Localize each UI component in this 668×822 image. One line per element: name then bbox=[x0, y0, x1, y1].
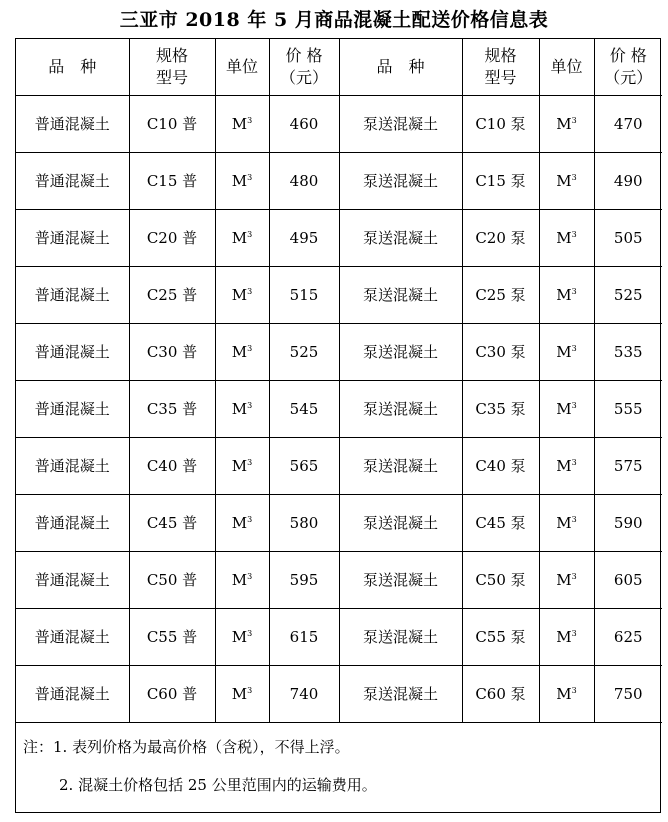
unit-base: M bbox=[231, 229, 248, 247]
cell-right-price: 625 bbox=[594, 609, 662, 666]
unit-base: M bbox=[231, 115, 248, 133]
header-variety-label: 品 种 bbox=[48, 57, 97, 76]
cell-right-name: 泵送混凝土 bbox=[339, 96, 462, 153]
cell-left-name: 普通混凝土 bbox=[16, 267, 129, 324]
cell-right-spec: C15 泵 bbox=[462, 153, 539, 210]
cell-right-unit bbox=[539, 495, 594, 552]
cell-left-spec: C20 普 bbox=[129, 210, 215, 267]
cell-left-unit bbox=[215, 324, 269, 381]
unit-base: M bbox=[556, 571, 572, 589]
cell-left-spec: C60 普 bbox=[129, 666, 215, 723]
cell-left-price: 565 bbox=[269, 438, 339, 495]
cell-right-price: 505 bbox=[594, 210, 662, 267]
cell-right-spec: C25 泵 bbox=[462, 267, 539, 324]
cell-left-unit bbox=[215, 210, 269, 267]
unit-exponent: 3 bbox=[571, 401, 577, 410]
unit-base: M bbox=[556, 229, 572, 247]
header-variety-right bbox=[339, 39, 462, 96]
cell-left-name: 普通混凝土 bbox=[16, 495, 129, 552]
cell-right-name: 泵送混凝土 bbox=[339, 324, 462, 381]
cell-left-name: 普通混凝土 bbox=[16, 153, 129, 210]
cell-left-price: 460 bbox=[269, 96, 339, 153]
table-row bbox=[16, 324, 662, 381]
unit-base: M bbox=[556, 115, 572, 133]
cell-left-spec: C40 普 bbox=[129, 438, 215, 495]
cell-right-name: 泵送混凝土 bbox=[339, 552, 462, 609]
cell-right-price: 535 bbox=[594, 324, 662, 381]
cell-right-spec: C20 泵 bbox=[462, 210, 539, 267]
cell-right-price: 525 bbox=[594, 267, 662, 324]
header-price-right bbox=[594, 39, 662, 96]
header-spec-right bbox=[462, 39, 539, 96]
header-spec-line2: 型号 bbox=[484, 68, 517, 87]
cell-right-price: 490 bbox=[594, 153, 662, 210]
cell-left-price: 480 bbox=[269, 153, 339, 210]
unit-exponent: 3 bbox=[571, 116, 577, 125]
cell-right-price: 590 bbox=[594, 495, 662, 552]
unit-base: M bbox=[231, 685, 248, 703]
cell-left-spec: C10 普 bbox=[129, 96, 215, 153]
unit-base: M bbox=[556, 400, 572, 418]
header-spec-left bbox=[129, 39, 215, 96]
header-spec-line1: 规格 bbox=[155, 46, 188, 65]
note-2: 2. 混凝土价格包括 25 公里范围内的运输费用。 bbox=[59, 776, 377, 794]
table-row bbox=[16, 381, 662, 438]
cell-left-unit bbox=[215, 552, 269, 609]
cell-left-spec: C45 普 bbox=[129, 495, 215, 552]
cell-left-spec: C30 普 bbox=[129, 324, 215, 381]
cell-left-price: 580 bbox=[269, 495, 339, 552]
cell-left-name: 普通混凝土 bbox=[16, 552, 129, 609]
cell-left-unit bbox=[215, 96, 269, 153]
cell-left-unit bbox=[215, 438, 269, 495]
table-row bbox=[16, 438, 662, 495]
unit-base: M bbox=[231, 172, 248, 190]
unit-base: M bbox=[556, 172, 572, 190]
cell-right-price: 605 bbox=[594, 552, 662, 609]
cell-right-unit bbox=[539, 324, 594, 381]
header-variety-left bbox=[16, 39, 129, 96]
header-unit-right: 单位 bbox=[539, 39, 594, 96]
unit-exponent: 3 bbox=[247, 230, 253, 239]
unit-exponent: 3 bbox=[571, 629, 577, 638]
cell-left-name: 普通混凝土 bbox=[16, 210, 129, 267]
note-1: 注：1. 表列价格为最高价格（含税），不得上浮。 bbox=[23, 738, 350, 756]
header-price-line1: 价 格 bbox=[285, 46, 323, 65]
unit-base: M bbox=[231, 628, 248, 646]
cell-right-price: 750 bbox=[594, 666, 662, 723]
unit-exponent: 3 bbox=[247, 458, 253, 467]
unit-exponent: 3 bbox=[247, 401, 253, 410]
header-price-line2: （元） bbox=[279, 68, 328, 87]
unit-exponent: 3 bbox=[247, 344, 253, 353]
unit-exponent: 3 bbox=[247, 629, 253, 638]
cell-right-spec: C40 泵 bbox=[462, 438, 539, 495]
cell-right-spec: C60 泵 bbox=[462, 666, 539, 723]
unit-exponent: 3 bbox=[571, 572, 577, 581]
table-row bbox=[16, 495, 662, 552]
table-row bbox=[16, 666, 662, 723]
cell-left-name: 普通混凝土 bbox=[16, 609, 129, 666]
unit-base: M bbox=[556, 286, 572, 304]
unit-base: M bbox=[231, 571, 248, 589]
table-row bbox=[16, 609, 662, 666]
unit-base: M bbox=[231, 457, 248, 475]
unit-base: M bbox=[556, 343, 572, 361]
unit-base: M bbox=[556, 685, 572, 703]
document-title: 三亚市 2018 年 5 月商品混凝土配送价格信息表 bbox=[119, 9, 549, 31]
unit-exponent: 3 bbox=[247, 287, 253, 296]
cell-right-unit bbox=[539, 267, 594, 324]
table-row bbox=[16, 96, 662, 153]
header-unit-left: 单位 bbox=[215, 39, 269, 96]
price-table bbox=[16, 39, 662, 723]
price-table-container bbox=[15, 38, 661, 813]
table-row bbox=[16, 552, 662, 609]
cell-right-name: 泵送混凝土 bbox=[339, 210, 462, 267]
cell-left-price: 515 bbox=[269, 267, 339, 324]
table-row bbox=[16, 153, 662, 210]
cell-right-spec: C35 泵 bbox=[462, 381, 539, 438]
unit-base: M bbox=[231, 286, 248, 304]
cell-right-unit bbox=[539, 438, 594, 495]
cell-left-price: 545 bbox=[269, 381, 339, 438]
cell-right-name: 泵送混凝土 bbox=[339, 153, 462, 210]
unit-base: M bbox=[231, 400, 248, 418]
cell-right-spec: C50 泵 bbox=[462, 552, 539, 609]
unit-base: M bbox=[556, 514, 572, 532]
header-price-line1: 价 格 bbox=[609, 46, 647, 65]
cell-right-spec: C55 泵 bbox=[462, 609, 539, 666]
table-body bbox=[16, 96, 662, 723]
cell-left-name: 普通混凝土 bbox=[16, 96, 129, 153]
cell-right-price: 575 bbox=[594, 438, 662, 495]
unit-exponent: 3 bbox=[571, 230, 577, 239]
table-row bbox=[16, 210, 662, 267]
cell-right-unit bbox=[539, 153, 594, 210]
cell-right-spec: C45 泵 bbox=[462, 495, 539, 552]
cell-right-price: 470 bbox=[594, 96, 662, 153]
cell-right-unit bbox=[539, 666, 594, 723]
cell-left-name: 普通混凝土 bbox=[16, 438, 129, 495]
cell-left-spec: C50 普 bbox=[129, 552, 215, 609]
unit-exponent: 3 bbox=[247, 572, 253, 581]
cell-right-unit bbox=[539, 96, 594, 153]
cell-right-name: 泵送混凝土 bbox=[339, 609, 462, 666]
cell-right-spec: C30 泵 bbox=[462, 324, 539, 381]
cell-left-unit bbox=[215, 495, 269, 552]
header-variety-label: 品 种 bbox=[376, 57, 425, 76]
cell-left-name: 普通混凝土 bbox=[16, 381, 129, 438]
unit-exponent: 3 bbox=[571, 287, 577, 296]
cell-left-spec: C35 普 bbox=[129, 381, 215, 438]
cell-left-unit bbox=[215, 666, 269, 723]
unit-base: M bbox=[556, 628, 572, 646]
cell-right-name: 泵送混凝土 bbox=[339, 438, 462, 495]
cell-left-price: 525 bbox=[269, 324, 339, 381]
cell-left-spec: C25 普 bbox=[129, 267, 215, 324]
cell-left-spec: C55 普 bbox=[129, 609, 215, 666]
header-spec-line2: 型号 bbox=[155, 68, 188, 87]
cell-right-name: 泵送混凝土 bbox=[339, 495, 462, 552]
table-row bbox=[16, 267, 662, 324]
cell-left-price: 495 bbox=[269, 210, 339, 267]
unit-exponent: 3 bbox=[247, 686, 253, 695]
notes-section bbox=[15, 722, 661, 813]
cell-left-price: 595 bbox=[269, 552, 339, 609]
header-spec-line1: 规格 bbox=[484, 46, 517, 65]
header-price-left bbox=[269, 39, 339, 96]
unit-exponent: 3 bbox=[571, 515, 577, 524]
cell-left-name: 普通混凝土 bbox=[16, 324, 129, 381]
cell-right-name: 泵送混凝土 bbox=[339, 267, 462, 324]
unit-base: M bbox=[231, 343, 248, 361]
cell-right-price: 555 bbox=[594, 381, 662, 438]
cell-left-unit bbox=[215, 267, 269, 324]
cell-right-unit bbox=[539, 609, 594, 666]
cell-left-unit bbox=[215, 381, 269, 438]
unit-exponent: 3 bbox=[247, 173, 253, 182]
cell-right-spec: C10 泵 bbox=[462, 96, 539, 153]
unit-base: M bbox=[556, 457, 572, 475]
unit-exponent: 3 bbox=[571, 458, 577, 467]
cell-right-unit bbox=[539, 552, 594, 609]
unit-exponent: 3 bbox=[571, 344, 577, 353]
cell-right-unit bbox=[539, 381, 594, 438]
cell-right-unit bbox=[539, 210, 594, 267]
cell-left-spec: C15 普 bbox=[129, 153, 215, 210]
cell-left-unit bbox=[215, 609, 269, 666]
table-header-row bbox=[16, 39, 662, 96]
cell-right-name: 泵送混凝土 bbox=[339, 381, 462, 438]
unit-exponent: 3 bbox=[247, 116, 253, 125]
cell-left-price: 740 bbox=[269, 666, 339, 723]
cell-left-unit bbox=[215, 153, 269, 210]
header-price-line2: （元） bbox=[604, 68, 653, 87]
unit-base: M bbox=[231, 514, 248, 532]
unit-exponent: 3 bbox=[571, 686, 577, 695]
cell-right-name: 泵送混凝土 bbox=[339, 666, 462, 723]
unit-exponent: 3 bbox=[571, 173, 577, 182]
unit-exponent: 3 bbox=[247, 515, 253, 524]
cell-left-price: 615 bbox=[269, 609, 339, 666]
cell-left-name: 普通混凝土 bbox=[16, 666, 129, 723]
